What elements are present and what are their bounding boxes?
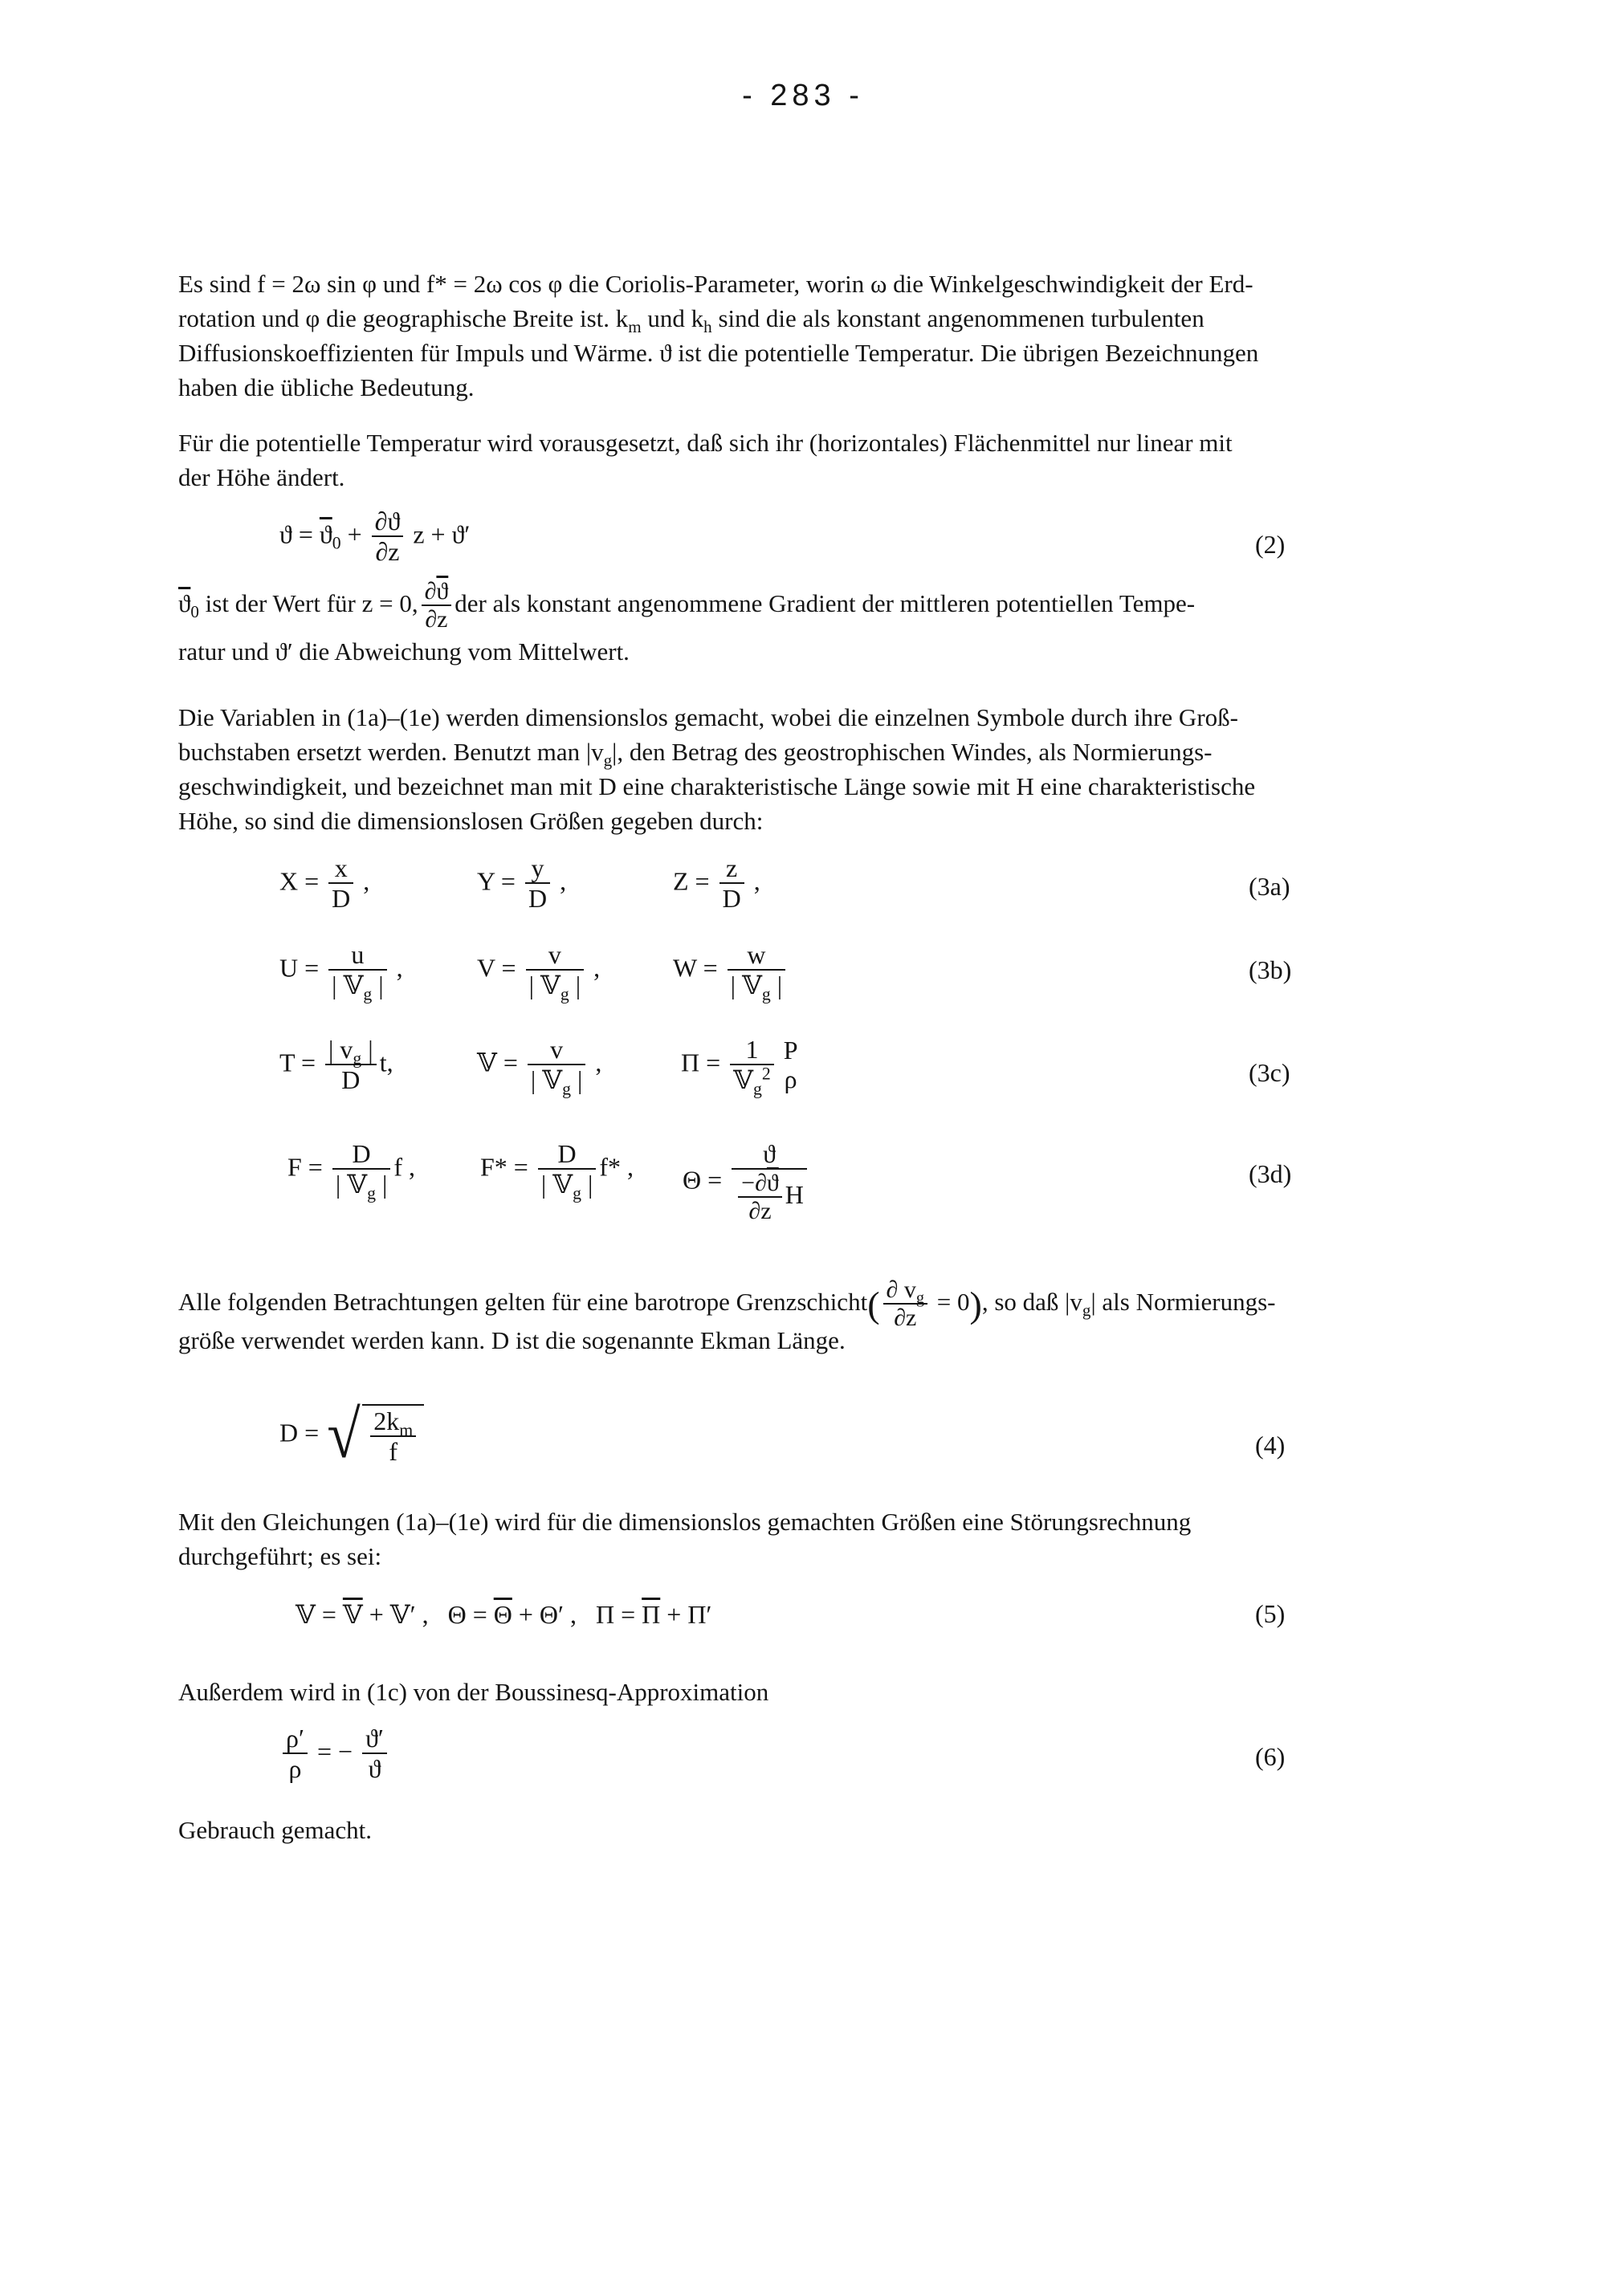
paragraph-boussinesq xyxy=(178,1675,1383,1709)
equation-number: (5) xyxy=(1255,1599,1286,1628)
text-line: Alle folgenden Betrachtungen gelten für eine barotrope Grenzschicht( $\frac{\partial v_g}{\partial z}$ = 0), so daß $|v_g|$ als Normierungs- xyxy=(178,1276,1276,1331)
paragraph-gradient xyxy=(178,578,1383,669)
page-number: - 283 - xyxy=(742,79,864,112)
equation-number: (6) xyxy=(1255,1742,1286,1771)
text-line: Gebrauch gemacht. xyxy=(178,1816,372,1844)
formula-Theta: Θ = ϑ $\frac{-\partial\overline{ϑ}}{\partial z}$ H xyxy=(683,1140,810,1226)
formula-Y: Y = $\frac{y}{D}$ , xyxy=(477,853,567,914)
paragraph-barotropic xyxy=(178,1276,1383,1358)
paragraph-coriolis xyxy=(178,267,1383,405)
paragraph-dimensionless xyxy=(178,700,1383,838)
text-line: Es sind f = 2ω sin φ und f* = 2ω cos φ die Coriolis-Parameter, worin ω die Winkelgeschwindigkeit der Erd- xyxy=(178,270,1253,298)
text-line: der Höhe ändert. xyxy=(178,463,345,491)
equation-number: (3c) xyxy=(1249,1058,1290,1087)
equation-number: (4) xyxy=(1255,1431,1286,1459)
text-line: Die Variablen in (1a)–(1e) werden dimensionslos gemacht, wobei die einzelnen Symbole durch ihre Groß- xyxy=(178,703,1238,731)
text-line: buchstaben ersetzt werden. Benutzt man $|v_g|$, den Betrag des geostrophischen Windes, als Normierungs- xyxy=(178,738,1213,771)
paragraph-potential-temperature xyxy=(178,425,1383,495)
equation-number: (3a) xyxy=(1249,872,1290,901)
text-line: durchgeführt; es sei: xyxy=(178,1542,382,1570)
formula-U: U = $\frac{u}{| 𝕍_g |}$ , xyxy=(279,940,403,1004)
paragraph-closing xyxy=(178,1813,1383,1847)
text-line: ratur und ϑ′ die Abweichung vom Mittelwert. xyxy=(178,637,630,666)
text-line: größe verwendet werden kann. D ist die sogenannte Ekman Länge. xyxy=(178,1326,846,1354)
formula-Pi: Π = $\frac{1}{𝕍_g^2}$ P ρ xyxy=(681,1035,798,1099)
formula-T: T = $\frac{| v_g |}{D}$ t, xyxy=(279,1035,393,1095)
formula-F: F = $\frac{D}{| 𝕍_g |}$ f , xyxy=(287,1139,416,1203)
formula-Z: Z = $\frac{z}{D}$ , xyxy=(673,853,760,914)
equation-number: (3d) xyxy=(1249,1159,1292,1188)
text-line: rotation und φ die geographische Breite ist. $k_m$ und $k_h$ sind die als konstant angenommenen turbulenten xyxy=(178,304,1204,337)
equation-number: (3b) xyxy=(1249,955,1292,984)
text-line: Außerdem wird in (1c) von der Boussinesq-Approximation xyxy=(178,1678,769,1706)
text-line: haben die übliche Bedeutung. xyxy=(178,373,475,401)
formula-VV: 𝕍 = $\frac{v}{| 𝕍_g |}$ , xyxy=(477,1035,602,1099)
formula-Fstar: F* = $\frac{D}{| 𝕍_g |}$ f* , xyxy=(480,1139,634,1203)
formula-boussinesq: $\frac{\rho'}{\rho}$ = − $\frac{ϑ'}{ϑ}$ xyxy=(279,1724,390,1784)
text-line: Höhe, so sind die dimensionslosen Größen gegeben durch: xyxy=(178,807,764,835)
equation-2-formula: $ϑ = \overline{ϑ}_0$ + $\frac{\partial ϑ}{\partial z}$ z + ϑ′ xyxy=(279,507,471,567)
text-line: Diffusionskoeffizienten für Impuls und Wärme. ϑ ist die potentielle Temperatur. Die übrigen Bezeichnungen xyxy=(178,339,1259,367)
text-line: $\overline{ϑ}_0$ ist der Wert für z = 0, $\frac{\partial\overline{ϑ}}{\partial z}$ der als konstant angenommene Gradient der mittleren potentiellen Tempe- xyxy=(178,578,1196,633)
text-line: Mit den Gleichungen (1a)–(1e) wird für die dimensionslos gemachten Größen eine Störungsrechnung xyxy=(178,1508,1192,1536)
paragraph-perturbation xyxy=(178,1504,1383,1573)
text-line: Für die potentielle Temperatur wird vorausgesetzt, daß sich ihr (horizontales) Flächenmittel nur linear mit xyxy=(178,429,1233,457)
formula-perturbation: 𝕍 = 𝕍 + 𝕍′ , $\Theta = \overline{\Theta} + \Theta'$ , $\Pi = \overline{\Pi} + \Pi'$ xyxy=(296,1600,712,1629)
formula-W: W = $\frac{w}{| 𝕍_g |}$ xyxy=(673,941,789,1000)
text-line: geschwindigkeit, und bezeichnet man mit D eine charakteristische Länge sowie mit H eine charakteristische xyxy=(178,772,1256,800)
formula-V: V = $\frac{v}{| 𝕍_g |}$ , xyxy=(477,940,601,1004)
formula-X: X = $\frac{x}{D}$ , xyxy=(279,853,370,914)
equation-number: (2) xyxy=(1255,530,1286,559)
formula-D: D = √ $\frac{2k_m}{f}$ xyxy=(279,1402,424,1469)
